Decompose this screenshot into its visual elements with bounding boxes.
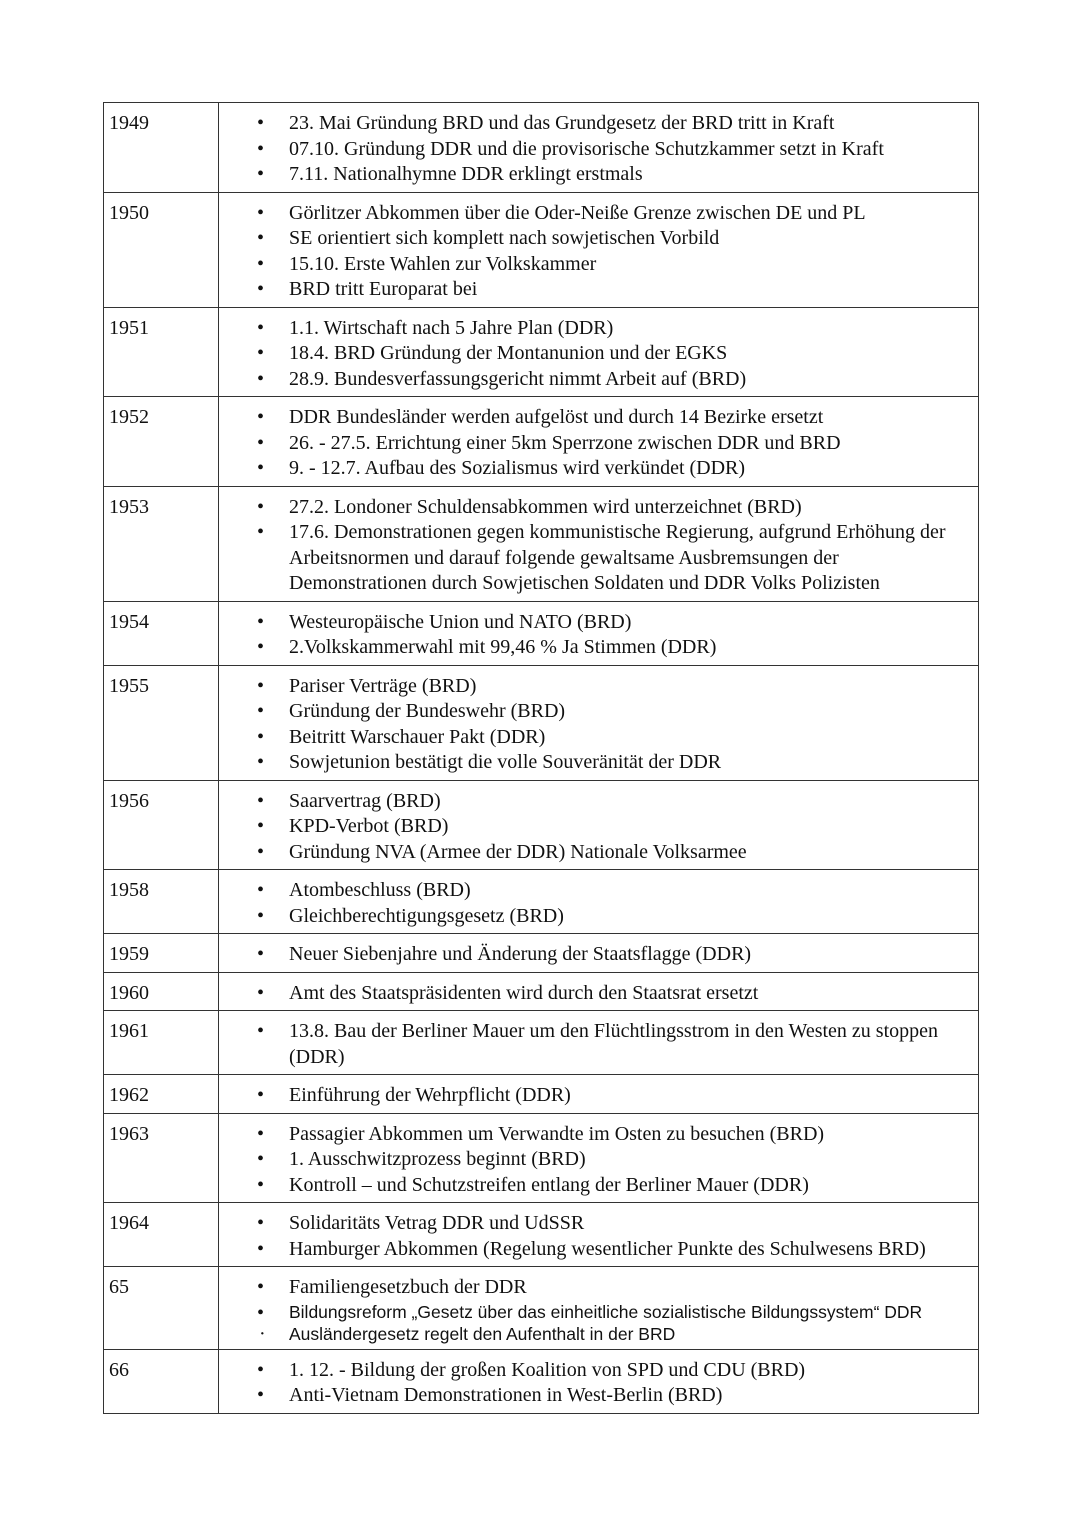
timeline-row: [104, 307, 979, 397]
event-list: [219, 1122, 972, 1199]
event-item: • 1. 12. - Bildung der großen Koalition von SPD und CDU (BRD): [219, 1358, 972, 1384]
event-list: [219, 1211, 972, 1262]
event-item: • 28.9. Bundesverfassungsgericht nimmt Arbeit auf (BRD): [219, 367, 972, 393]
event-list: [219, 495, 972, 597]
event-item: • 18.4. BRD Gründung der Montanunion und der EGKS: [219, 341, 972, 367]
event-list: [219, 405, 972, 482]
event-item: • 23. Mai Gründung BRD und das Grundgesetz der BRD tritt in Kraft: [219, 111, 972, 137]
timeline-row: [104, 103, 979, 193]
event-item: • 17.6. Demonstrationen gegen kommunistische Regierung, aufgrund Erhöhung der Arbeitsnormen und darauf folgende gewaltsame Ausbremsungen der Demonstrationen durch Sowjetischen Soldaten und DDR Volks Polizisten: [219, 520, 972, 597]
events-cell: [219, 1267, 979, 1350]
event-item: • Neuer Siebenjahre und Änderung der Staatsflagge (DDR): [219, 942, 972, 968]
event-item: • 7.11. Nationalhymne DDR erklingt erstmals: [219, 162, 972, 188]
event-item: • 1.1. Wirtschaft nach 5 Jahre Plan (DDR): [219, 316, 972, 342]
year-cell: 1956: [104, 780, 219, 870]
event-item: • Einführung der Wehrpflicht (DDR): [219, 1083, 972, 1109]
timeline-row: [104, 1011, 979, 1075]
year-cell: 1959: [104, 934, 219, 973]
year-cell: 65: [104, 1267, 219, 1350]
timeline-row: [104, 870, 979, 934]
events-cell: [219, 870, 979, 934]
event-list: [219, 878, 972, 929]
event-list: [219, 1083, 972, 1109]
event-item: • Anti-Vietnam Demonstrationen in West-Berlin (BRD): [219, 1383, 972, 1409]
events-cell: [219, 1113, 979, 1203]
timeline-body: [104, 103, 979, 1414]
events-cell: [219, 397, 979, 487]
event-item: • Sowjetunion bestätigt die volle Souveränität der DDR: [219, 750, 972, 776]
timeline-row: [104, 1349, 979, 1413]
event-item: • BRD tritt Europarat bei: [219, 277, 972, 303]
year-cell: 66: [104, 1349, 219, 1413]
event-item: • 13.8. Bau der Berliner Mauer um den Flüchtlingsstrom in den Westen zu stoppen (DDR): [219, 1019, 972, 1070]
events-cell: [219, 972, 979, 1011]
timeline-row: [104, 1203, 979, 1267]
timeline-row: [104, 972, 979, 1011]
event-item: • Familiengesetzbuch der DDR: [219, 1275, 972, 1301]
event-item: • 1. Ausschwitzprozess beginnt (BRD): [219, 1147, 972, 1173]
event-list: [219, 1275, 972, 1345]
events-cell: [219, 1349, 979, 1413]
events-cell: [219, 934, 979, 973]
events-cell: [219, 486, 979, 601]
year-cell: 1964: [104, 1203, 219, 1267]
event-item: • Hamburger Abkommen (Regelung wesentlicher Punkte des Schulwesens BRD): [219, 1237, 972, 1263]
timeline-table: [103, 102, 979, 1414]
events-cell: [219, 307, 979, 397]
event-item: • Passagier Abkommen um Verwandte im Osten zu besuchen (BRD): [219, 1122, 972, 1148]
timeline-row: [104, 780, 979, 870]
event-item: • 2.Volkskammerwahl mit 99,46 % Ja Stimmen (DDR): [219, 635, 972, 661]
event-item: • 9. - 12.7. Aufbau des Sozialismus wird verkündet (DDR): [219, 456, 972, 482]
timeline-page: [103, 102, 979, 1414]
event-list: [219, 201, 972, 303]
event-item: • Görlitzer Abkommen über die Oder-Neiße Grenze zwischen DE und PL: [219, 201, 972, 227]
event-list: [219, 981, 972, 1007]
timeline-row: [104, 1075, 979, 1114]
event-item: • DDR Bundesländer werden aufgelöst und durch 14 Bezirke ersetzt: [219, 405, 972, 431]
event-item: • Westeuropäische Union und NATO (BRD): [219, 610, 972, 636]
event-item: • Gründung der Bundeswehr (BRD): [219, 699, 972, 725]
events-cell: [219, 192, 979, 307]
year-cell: 1960: [104, 972, 219, 1011]
timeline-row: [104, 1267, 979, 1350]
events-cell: [219, 601, 979, 665]
events-cell: [219, 780, 979, 870]
event-list: [219, 610, 972, 661]
event-item: • Solidaritäts Vetrag DDR und UdSSR: [219, 1211, 972, 1237]
event-item: • KPD-Verbot (BRD): [219, 814, 972, 840]
event-list: [219, 1358, 972, 1409]
event-item: • Gründung NVA (Armee der DDR) Nationale Volksarmee: [219, 840, 972, 866]
year-cell: 1949: [104, 103, 219, 193]
event-item: • Pariser Verträge (BRD): [219, 674, 972, 700]
event-list: [219, 111, 972, 188]
events-cell: [219, 1011, 979, 1075]
event-item: • 26. - 27.5. Errichtung einer 5km Sperrzone zwischen DDR und BRD: [219, 431, 972, 457]
event-list: [219, 316, 972, 393]
year-cell: 1950: [104, 192, 219, 307]
event-list: [219, 789, 972, 866]
timeline-row: [104, 397, 979, 487]
event-list: [219, 674, 972, 776]
year-cell: 1954: [104, 601, 219, 665]
event-list: [219, 1019, 972, 1070]
timeline-row: [104, 1113, 979, 1203]
event-item: • Beitritt Warschauer Pakt (DDR): [219, 725, 972, 751]
events-cell: [219, 1203, 979, 1267]
events-cell: [219, 103, 979, 193]
event-item: • Saarvertrag (BRD): [219, 789, 972, 815]
event-item: • Amt des Staatspräsidenten wird durch den Staatsrat ersetzt: [219, 981, 972, 1007]
event-item: • Kontroll – und Schutzstreifen entlang der Berliner Mauer (DDR): [219, 1173, 972, 1199]
year-cell: 1952: [104, 397, 219, 487]
timeline-row: [104, 934, 979, 973]
year-cell: 1953: [104, 486, 219, 601]
event-item: • SE orientiert sich komplett nach sowjetischen Vorbild: [219, 226, 972, 252]
year-cell: 1963: [104, 1113, 219, 1203]
year-cell: 1955: [104, 665, 219, 780]
events-cell: [219, 665, 979, 780]
event-item: • Gleichberechtigungsgesetz (BRD): [219, 904, 972, 930]
timeline-row: [104, 601, 979, 665]
year-cell: 1951: [104, 307, 219, 397]
timeline-row: [104, 192, 979, 307]
event-item: • 15.10. Erste Wahlen zur Volkskammer: [219, 252, 972, 278]
event-item: • Bildungsreform „Gesetz über das einheitliche sozialistische Bildungssystem“ DDR: [219, 1301, 972, 1323]
event-list: [219, 942, 972, 968]
timeline-row: [104, 665, 979, 780]
event-item: • 27.2. Londoner Schuldensabkommen wird unterzeichnet (BRD): [219, 495, 972, 521]
year-cell: 1962: [104, 1075, 219, 1114]
events-cell: [219, 1075, 979, 1114]
year-cell: 1961: [104, 1011, 219, 1075]
event-item: · Ausländergesetz regelt den Aufenthalt in der BRD: [219, 1323, 972, 1345]
event-item: • Atombeschluss (BRD): [219, 878, 972, 904]
timeline-row: [104, 486, 979, 601]
event-item: • 07.10. Gründung DDR und die provisorische Schutzkammer setzt in Kraft: [219, 137, 972, 163]
year-cell: 1958: [104, 870, 219, 934]
